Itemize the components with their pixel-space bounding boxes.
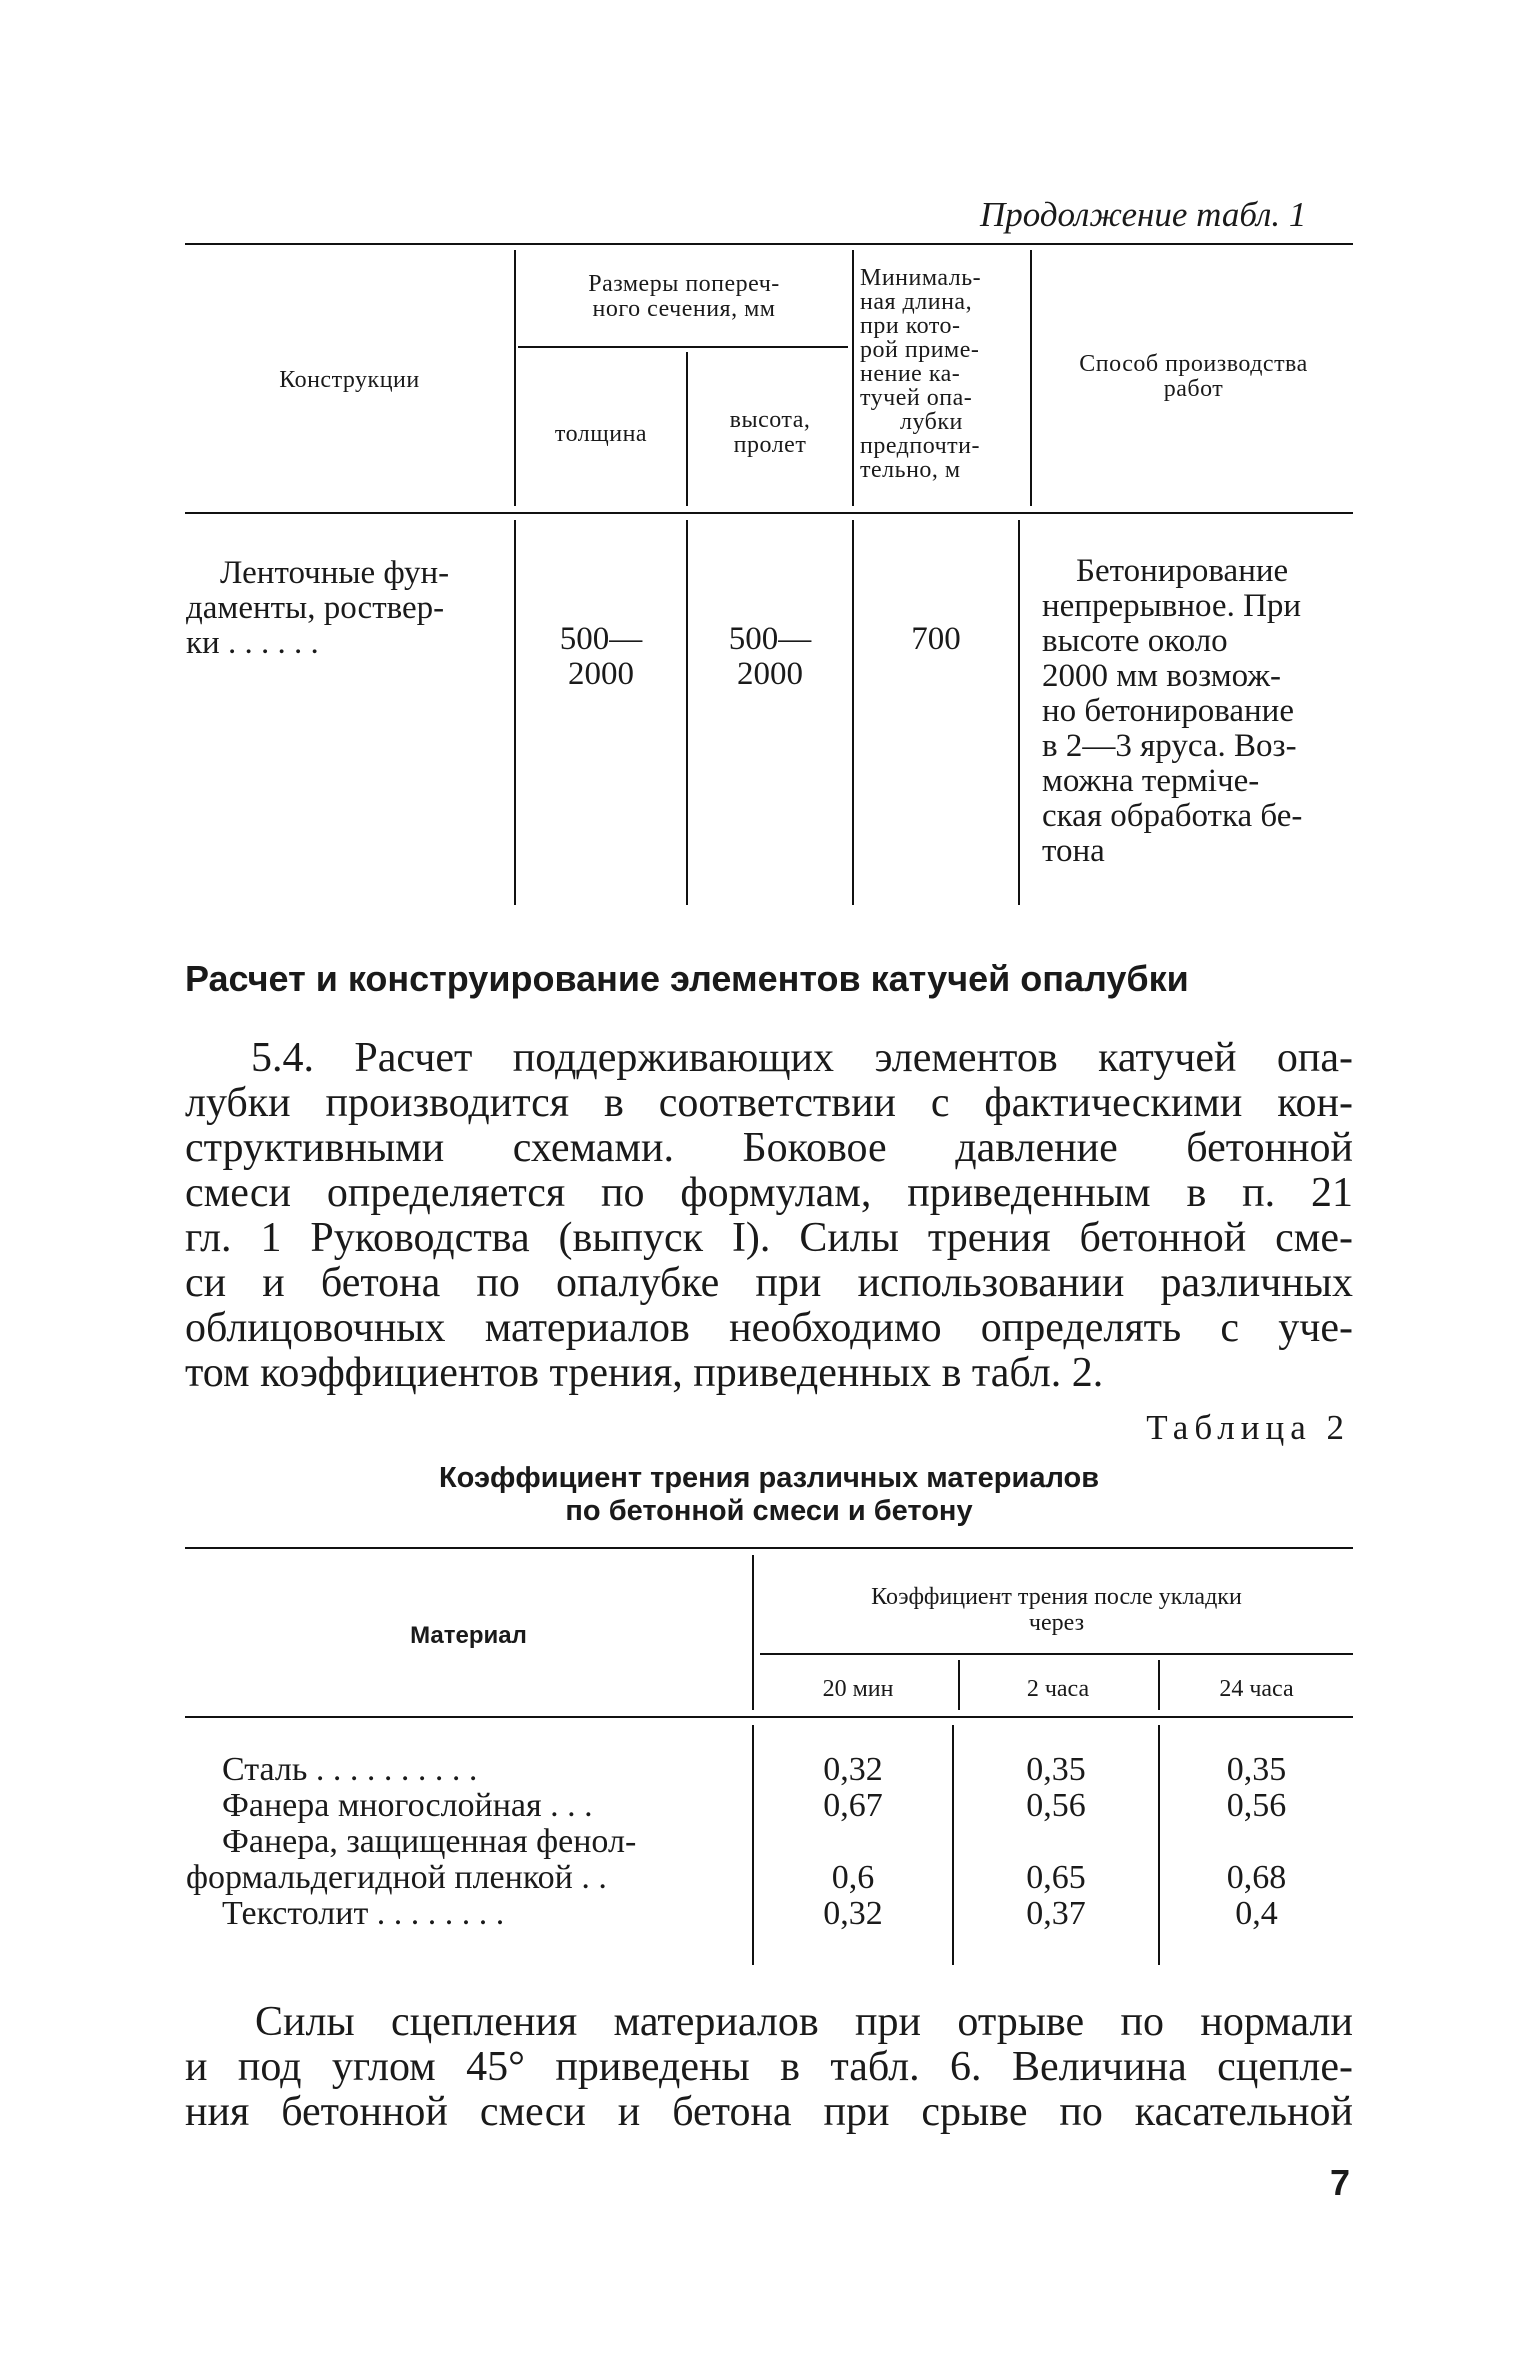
table1-header-thickness: толщина <box>554 421 648 447</box>
table-row: формальдегидной пленкой . . <box>186 1859 607 1896</box>
paragraph-line: лубки производится в соответствии с фактическими кон- <box>185 1080 1353 1126</box>
table1-dimensions-rule <box>518 346 848 348</box>
paragraph-line: и под углом 45° приведены в табл. 6. Величина сцепле- <box>185 2044 1353 2090</box>
paragraph-line: облицовочных материалов необходимо определять с уче- <box>185 1305 1353 1351</box>
paragraph-line: гл. 1 Руководства (выпуск I). Силы трения бетонной сме- <box>185 1215 1353 1261</box>
table1-header-height: высота, пролет <box>729 407 811 458</box>
table1-divider <box>686 520 688 905</box>
table-row: Фанера многослойная . . . <box>222 1787 593 1824</box>
paragraph-line: Силы сцепления материалов при отрыве по нормали <box>255 1999 1353 2045</box>
table1-divider <box>852 520 854 905</box>
paragraph-line: смеси определяется по формулам, приведенным в п. 21 <box>185 1170 1353 1216</box>
table1-header-dimensions: Размеры попереч- ного сечения, мм <box>588 271 780 322</box>
paragraph-line: ния бетонной смеси и бетона при срыве по касательной <box>185 2089 1353 2135</box>
table1-header-rule <box>185 512 1353 514</box>
table1-divider <box>1018 520 1020 905</box>
table2-material-col <box>186 1752 746 1932</box>
paragraph-line: структивными схемами. Боковое давление бетонной <box>185 1125 1353 1171</box>
table1-divider <box>852 250 854 506</box>
table1-method-cell: Бетонирование непрерывное. При высоте около 2000 мм возмож- но бетонирование в 2—3 яруса. Воз- можна терміче- ская обработка бе- тона <box>1042 553 1303 869</box>
table1-header-min-length: Минималь- ная длина, при кото- рой приме- нение ка- тучей опа- лубки предпочти- тельно, м <box>860 265 982 483</box>
table1-height-cell: 500— 2000 <box>728 621 812 692</box>
table2-header-24h: 24 часа <box>1219 1676 1294 1702</box>
paragraph-2 <box>185 2000 1353 2135</box>
section-heading: Расчет и конструирование элементов катучей опалубки <box>185 958 1189 999</box>
paragraph-line: 5.4. Расчет поддерживающих элементов катучей опа- <box>251 1035 1353 1081</box>
table1-header-construction: Конструкции <box>279 367 420 393</box>
table2-2h-col: 0,35 0,56 0,65 0,37 <box>1026 1751 1086 1932</box>
table2-top-rule <box>185 1547 1353 1549</box>
table2-title: Коэффициент трения различных материалов по бетонной смеси и бетону <box>438 1462 1100 1527</box>
table2-header-20min: 20 мин <box>822 1676 894 1702</box>
paragraph-line: том коэффициентов трения, приведенных в табл. 2. <box>185 1350 1104 1396</box>
table1-header-method: Способ производства работ <box>1079 351 1308 402</box>
table2-header-rule <box>185 1716 1353 1718</box>
table-row: Фанера, защищенная фенол- <box>222 1823 637 1860</box>
table1-thickness-cell: 500— 2000 <box>559 621 643 692</box>
table2-header-2h: 2 часа <box>1026 1676 1090 1702</box>
table1-top-rule <box>185 243 1353 245</box>
continuation-title: Продолжение табл. 1 <box>980 195 1307 234</box>
table2-header-material: Материал <box>410 1622 527 1649</box>
table2-20min-col: 0,32 0,67 0,6 0,32 <box>823 1751 883 1932</box>
table-row: Сталь . . . . . . . . . . <box>222 1751 478 1788</box>
page-number: 7 <box>1329 2162 1350 2203</box>
table2-header-group: Коэффициент трения после укладки через <box>871 1584 1242 1636</box>
table1-divider <box>514 520 516 905</box>
paragraph-line: си и бетона по опалубке при использовании различных <box>185 1260 1353 1306</box>
table1-divider <box>1030 250 1032 506</box>
table1-min-length-cell: 700 <box>911 621 961 657</box>
table2-label: Таблица 2 <box>1146 1408 1350 1447</box>
table2-24h-col: 0,35 0,56 0,68 0,4 <box>1226 1751 1287 1932</box>
table-row: Текстолит . . . . . . . . <box>222 1895 505 1932</box>
table2-divider <box>752 1555 754 1710</box>
table1-construction-cell: Ленточные фун- даменты, роствер- ки . . . . . . <box>186 555 450 661</box>
table2-group-rule <box>760 1653 1353 1655</box>
paragraph-1 <box>185 1036 1353 1396</box>
